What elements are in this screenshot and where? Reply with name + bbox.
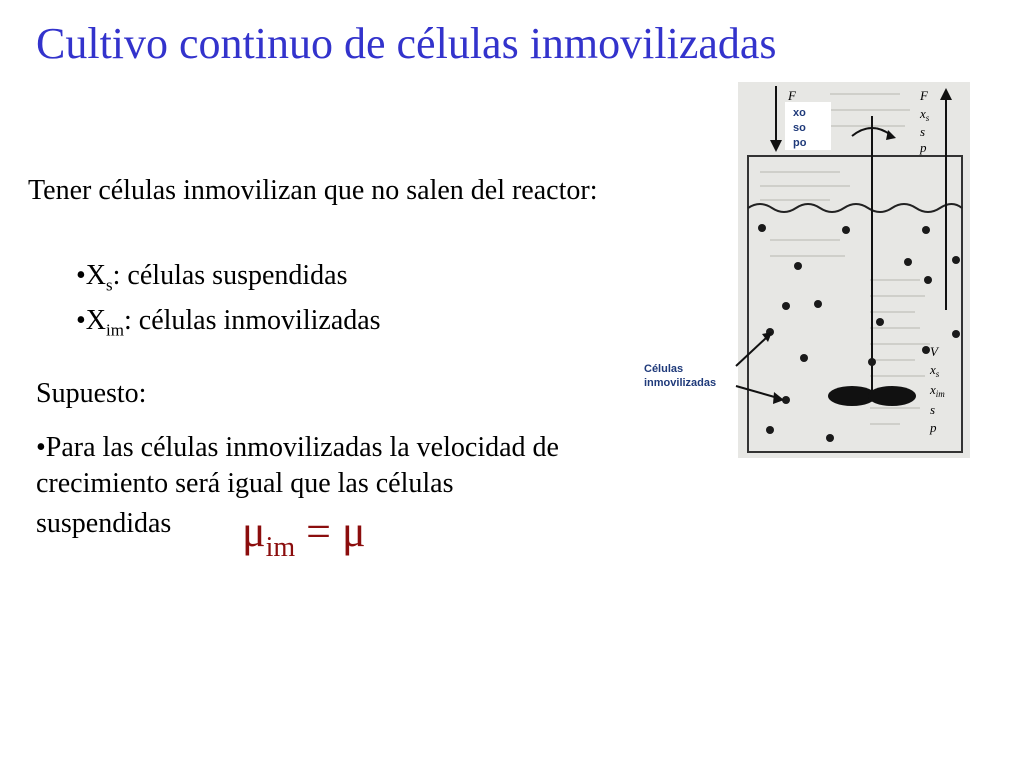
reactor-xs-sub: s xyxy=(935,369,940,379)
reactor-s-label: s xyxy=(930,402,936,417)
bullet-text: : células inmovilizadas xyxy=(123,305,381,336)
assumption-heading: Supuesto: xyxy=(36,378,147,409)
cell-particle xyxy=(924,276,932,284)
cell-particle xyxy=(952,330,960,338)
cell-particle xyxy=(766,426,774,434)
cell-particle xyxy=(868,358,876,366)
bullet-prefix: •X xyxy=(76,305,107,336)
inlet-species-po: po xyxy=(793,137,807,149)
inlet-species-box xyxy=(785,102,831,150)
bullet-subscript: s xyxy=(106,275,113,295)
assumption-paragraph: •Para las células inmovilizadas la velocidad de crecimiento será igual que las células xyxy=(36,432,559,499)
inlet-species-so: so xyxy=(793,122,806,134)
outlet-flow-label: F xyxy=(920,88,928,103)
bullet-prefix: •X xyxy=(76,260,107,291)
cell-particle xyxy=(826,434,834,442)
cell-particle xyxy=(794,262,802,270)
cell-particle xyxy=(904,258,912,266)
formula-mu: μ xyxy=(242,507,266,556)
assumption-paragraph-end: suspendidas xyxy=(36,508,172,539)
outlet-x-sub: s xyxy=(925,113,930,123)
cell-particle xyxy=(814,300,822,308)
bullet-text: : células suspendidas xyxy=(112,260,348,291)
cell-particle xyxy=(782,302,790,310)
inlet-flow-label: F xyxy=(788,88,796,103)
growth-rate-formula xyxy=(242,506,366,564)
bullet-immobilized-cells xyxy=(76,305,381,341)
cell-particle xyxy=(842,226,850,234)
reactor-volume-label: V xyxy=(930,344,938,359)
cells-caption-line2: inmovilizadas xyxy=(644,377,717,389)
impeller-blade-right xyxy=(868,386,916,406)
cell-particle xyxy=(758,224,766,232)
cell-particle xyxy=(922,346,930,354)
reactor-diagram xyxy=(630,80,990,460)
cells-caption-line1: Células xyxy=(644,363,684,375)
reactor-xim-text: x xyxy=(930,382,936,397)
outlet-p-label: p xyxy=(920,140,927,155)
reactor-p-label: p xyxy=(930,420,937,435)
inlet-species-xo: xo xyxy=(793,107,806,119)
intro-text: Tener células inmovilizan que no salen del reactor: xyxy=(28,175,598,206)
formula-subscript: im xyxy=(265,531,296,563)
bullet-subscript: im xyxy=(106,320,124,340)
slide-title: Cultivo continuo de células inmovilizadas xyxy=(36,19,777,68)
formula-equals-mu: = μ xyxy=(295,507,366,556)
reactor-xs-text: x xyxy=(930,362,936,377)
bullet-suspended-cells xyxy=(76,260,348,296)
cell-particle xyxy=(922,226,930,234)
outlet-s-label: s xyxy=(920,124,926,139)
reactor-xim-sub: im xyxy=(935,389,945,399)
outlet-x-text: x xyxy=(920,106,926,121)
cell-particle xyxy=(952,256,960,264)
cell-particle xyxy=(800,354,808,362)
cell-particle xyxy=(876,318,884,326)
